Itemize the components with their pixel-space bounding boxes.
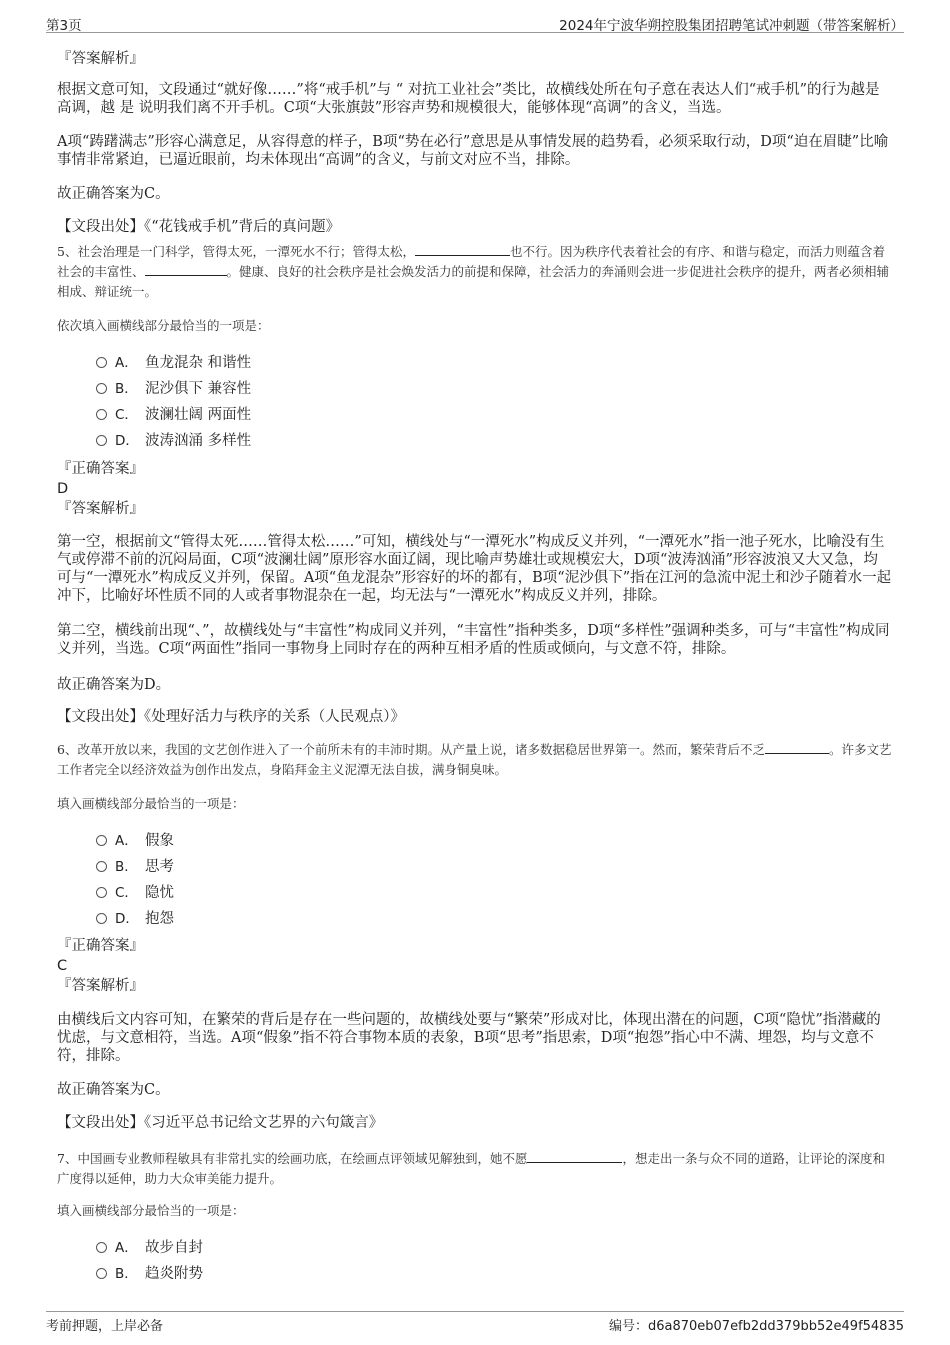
q5-option-d[interactable]: D． 波涛汹涌 多样性 xyxy=(96,432,251,450)
q6-answer-title: 『正确答案』 xyxy=(57,938,144,954)
q7-prompt: 填入画横线部分最恰当的一项是： xyxy=(57,1203,245,1218)
q5-answer-title: 『正确答案』 xyxy=(57,461,144,477)
radio-icon[interactable] xyxy=(96,861,107,872)
q6-option-b[interactable]: B． 思考 xyxy=(96,858,174,876)
page-number: 第3页 xyxy=(46,18,82,34)
page-header xyxy=(46,12,904,33)
q7-blank xyxy=(527,1150,622,1163)
page-footer xyxy=(46,1311,904,1334)
q6-answer: C xyxy=(57,958,68,974)
radio-icon[interactable] xyxy=(96,1268,107,1279)
q5-conclusion: 故正确答案为D。 xyxy=(57,677,171,693)
q5-option-c[interactable]: C． 波澜壮阔 两面性 xyxy=(96,406,251,424)
q5-analysis-title: 『答案解析』 xyxy=(57,501,144,517)
radio-icon[interactable] xyxy=(96,913,107,924)
q5-stem: 5、社会治理是一门科学，管得太死，一潭死水不行；管得太松， 也不行。因为秩序代表着社会的有序、和谐与稳定，而活力则蕴含着社会的丰富性、 。健康、良好的社会秩序是社会焕发活力的前提和保障，社会活力的奔涌则会进一步促进社会秩序的提升，两者必须相辅相成、辩证统一。 xyxy=(57,244,890,299)
q6-analysis-p1: 由横线后文内容可知，在繁荣的背后是存在一些问题的，故横线处要与“繁荣”形成对比，体现出潜在的问题，C项“隐忧”指潜藏的忧虑，与文意相符，当选。A项“假象”指不符合事物本质的表象，B项“思考”指思索，D项“抱怨”指心中不满、埋怨，均与文意不符，排除。 xyxy=(57,1012,881,1064)
footer-slogan: 考前押题，上岸必备 xyxy=(46,1319,164,1334)
radio-icon[interactable] xyxy=(96,435,107,446)
radio-icon[interactable] xyxy=(96,383,107,394)
top-analysis-p1: 根据文意可知，文段通过“就好像……”将“戒手机”与 “ 对抗工业社会”类比，故横线处所在句子意在表达人们“戒手机”的行为越是高调，越 是 说明我们离不开手机。C项“大张旗鼓”形容声势和规模很大，能够体现“高调”的含义，当选。 xyxy=(57,82,880,116)
top-analysis-p2: A项“踌躇满志”形容心满意足，从容得意的样子，B项“势在必行”意思是从事情发展的趋势看，必须采取行动，D项“迫在眉睫”比喻事情非常紧迫，已逼近眼前，均未体现出“高调”的含义，与前文对应不当，排除。 xyxy=(57,134,889,168)
top-analysis-title: 『答案解析』 xyxy=(57,51,144,67)
q6-source: 【文段出处】《习近平总书记给文艺界的六句箴言》 xyxy=(57,1115,384,1131)
q5-blank-1 xyxy=(415,243,510,256)
document-title: 2024年宁波华朔控股集团招聘笔试冲刺题（带答案解析） xyxy=(559,18,904,34)
q5-source: 【文段出处】《处理好活力与秩序的关系（人民观点）》 xyxy=(57,709,405,725)
q6-option-c[interactable]: C． 隐忧 xyxy=(96,884,174,902)
q6-stem: 6、改革开放以来，我国的文艺创作进入了一个前所未有的丰沛时期。从产量上说，诸多数据稳居世界第一。然而，繁荣背后不乏 。许多文艺工作者完全以经济效益为创作出发点，身陷拜金主义泥潭无法自拔，满身铜臭味。 xyxy=(57,742,892,777)
q5-prompt: 依次填入画横线部分最恰当的一项是： xyxy=(57,318,270,333)
q5-analysis-p1: 第一空，根据前文“管得太死……管得太松……”可知，横线处与“一潭死水”构成反义并列，“一潭死水”指一池子死水，比喻没有生气或停滞不前的沉闷局面，C项“波澜壮阔”原形容水面辽阔，现比喻声势雄壮或规模宏大，D项“波涛汹涌”形容波浪又大又急，均可与“一潭死水”构成反义并列，保留。A项“鱼龙混杂”形容好的坏的都有，B项“泥沙俱下”指在江河的急流中泥土和沙子随着水一起冲下，比喻好坏性质不同的人或者事物混杂在一起，均无法与“一潭死水”构成反义并列，排除。 xyxy=(57,534,892,604)
q6-blank xyxy=(765,741,829,754)
radio-icon[interactable] xyxy=(96,1242,107,1253)
q5-analysis-p2: 第二空，横线前出现“、”，故横线处与“丰富性”构成同义并列，“丰富性”指种类多，D项“多样性”强调种类多，可与“丰富性”构成同义并列，当选。C项“两面性”指同一事物身上同时存在的两种互相矛盾的性质或倾向，与文意不符，排除。 xyxy=(57,623,890,657)
q6-analysis-title: 『答案解析』 xyxy=(57,978,144,994)
q5-blank-2 xyxy=(145,263,227,276)
q5-option-a[interactable]: A． 鱼龙混杂 和谐性 xyxy=(96,354,251,372)
q6-option-d[interactable]: D． 抱怨 xyxy=(96,910,174,928)
radio-icon[interactable] xyxy=(96,835,107,846)
q5-option-b[interactable]: B． 泥沙俱下 兼容性 xyxy=(96,380,251,398)
radio-icon[interactable] xyxy=(96,887,107,898)
q6-conclusion: 故正确答案为C。 xyxy=(57,1082,170,1098)
top-conclusion: 故正确答案为C。 xyxy=(57,186,170,202)
q7-option-b[interactable]: B． 趋炎附势 xyxy=(96,1265,203,1283)
q6-option-a[interactable]: A． 假象 xyxy=(96,832,174,850)
top-source: 【文段出处】《“花钱戒手机”背后的真问题》 xyxy=(57,219,341,235)
q6-prompt: 填入画横线部分最恰当的一项是： xyxy=(57,796,245,811)
radio-icon[interactable] xyxy=(96,357,107,368)
q7-stem: 7、中国画专业教师程敏具有非常扎实的绘画功底，在绘画点评领域见解独到，她不愿 ，想走出一条与众不同的道路，让评论的深度和广度得以延伸，助力大众审美能力提升。 xyxy=(57,1151,885,1186)
footer-code: 编号：d6a870eb07efb2dd379bb52e49f54835 xyxy=(608,1319,904,1334)
q5-answer: D xyxy=(57,481,69,497)
radio-icon[interactable] xyxy=(96,409,107,420)
q7-option-a[interactable]: A． 故步自封 xyxy=(96,1239,203,1257)
